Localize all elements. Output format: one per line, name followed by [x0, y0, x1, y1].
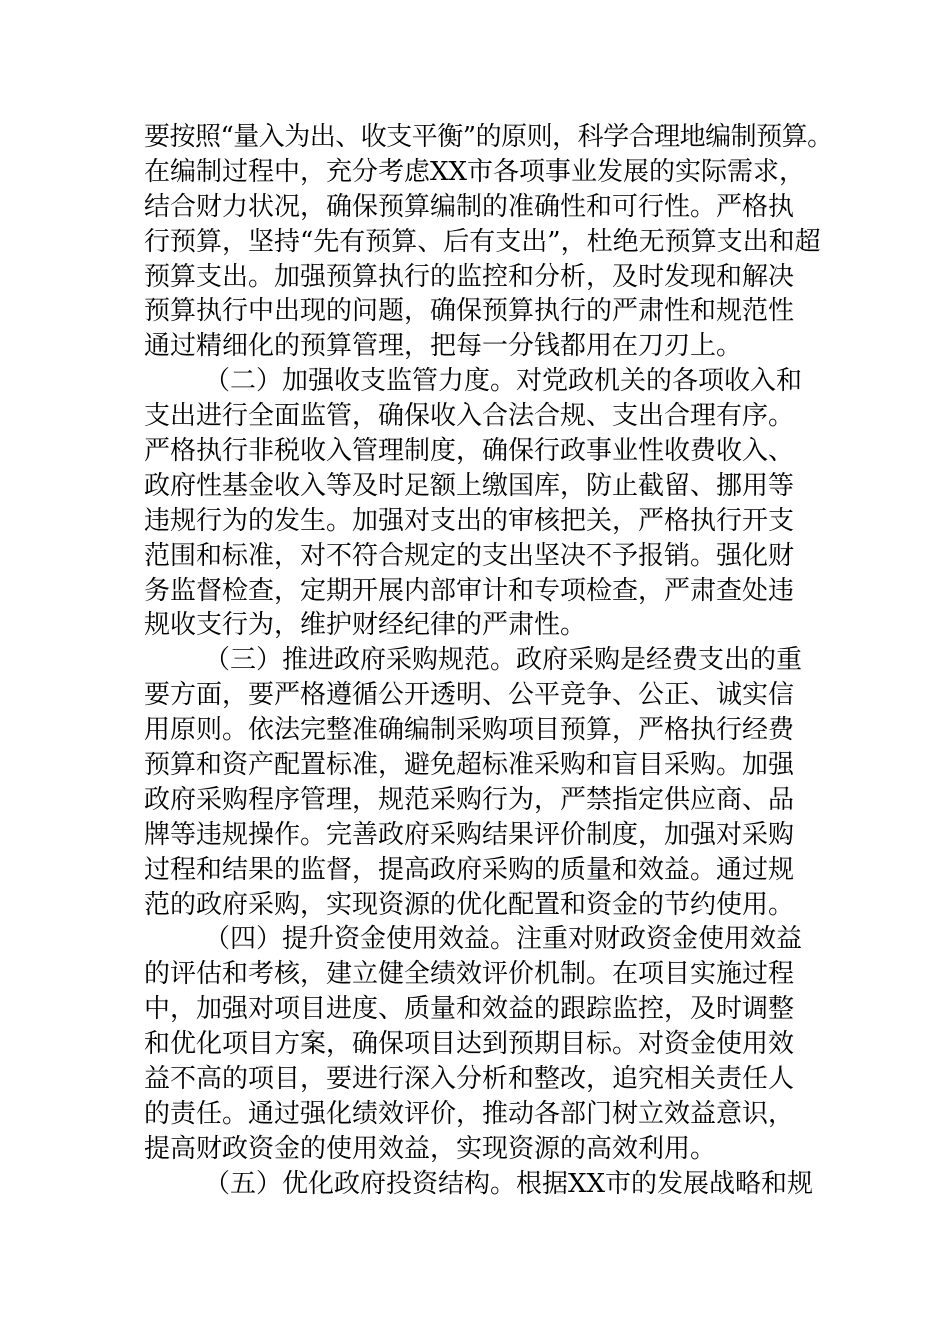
paragraph-first-line: （四）提升资金使用效益。注重对财政资金使用效益 [204, 924, 803, 955]
document-body [144, 120, 833, 1202]
text-line: 严格执行非税收入管理制度，确保行政事业性收费收入、 [144, 436, 795, 467]
text-line: 预算支出。加强预算执行的监控和分析，及时发现和解决 [144, 261, 795, 292]
text-line: 违规行为的发生。加强对支出的审核把关，严格执行开支 [144, 505, 795, 536]
text-line: 规收支行为，维护财经纪律的严肃性。 [144, 610, 587, 641]
text-line: 通过精细化的预算管理，把每一分钱都用在刀刃上。 [144, 331, 743, 362]
text-line: 中，加强对项目进度、质量和效益的跟踪监控，及时调整 [144, 994, 795, 1025]
paragraph-first-line: （三）推进政府采购规范。政府采购是经费支出的重 [204, 645, 803, 676]
paragraph-first-line: （五）优化政府投资结构。根据XX市的发展战略和规 [204, 1168, 814, 1199]
text-line: 要方面，要严格遵循公开透明、公平竞争、公正、诚实信 [144, 680, 795, 711]
text-line: 支出进行全面监管，确保收入合法合规、支出合理有序。 [144, 401, 795, 432]
text-line: 在编制过程中，充分考虑XX市各项事业发展的实际需求， [144, 156, 806, 187]
text-line: 结合财力状况，确保预算编制的准确性和可行性。严格执 [144, 191, 795, 222]
text-line: 用原则。依法完整准确编制采购项目预算，严格执行经费 [144, 715, 795, 746]
paragraph-first-line: （二）加强收支监管力度。对党政机关的各项收入和 [204, 366, 803, 397]
text-line: 和优化项目方案，确保项目达到预期目标。对资金使用效 [144, 1029, 795, 1060]
text-line: 的评估和考核，建立健全绩效评价机制。在项目实施过程 [144, 959, 795, 990]
text-line: 行预算，坚持“先有预算、后有支出”，杜绝无预算支出和超 [144, 226, 821, 257]
text-line: 提高财政资金的使用效益，实现资源的高效利用。 [144, 1133, 717, 1164]
text-line: 政府采购程序管理，规范采购行为，严禁指定供应商、品 [144, 784, 795, 815]
text-line: 预算和资产配置标准，避免超标准采购和盲目采购。加强 [144, 750, 795, 781]
text-line: 范围和标准，对不符合规定的支出坚决不予报销。强化财 [144, 540, 795, 571]
text-line: 预算执行中出现的问题，确保预算执行的严肃性和规范性 [144, 296, 795, 327]
text-line: 益不高的项目，要进行深入分析和整改，追究相关责任人 [144, 1064, 795, 1095]
text-line: 务监督检查，定期开展内部审计和专项检查，严肃查处违 [144, 575, 795, 606]
text-line: 的责任。通过强化绩效评价，推动各部门树立效益意识， [144, 1098, 795, 1129]
text-line: 牌等违规操作。完善政府采购结果评价制度，加强对采购 [144, 819, 795, 850]
text-line: 过程和结果的监督，提高政府采购的质量和效益。通过规 [144, 854, 795, 885]
text-line: 要按照“量入为出、收支平衡”的原则，科学合理地编制预算。 [144, 122, 833, 152]
text-line: 范的政府采购，实现资源的优化配置和资金的节约使用。 [144, 889, 795, 920]
text-line: 政府性基金收入等及时足额上缴国库，防止截留、挪用等 [144, 470, 795, 501]
